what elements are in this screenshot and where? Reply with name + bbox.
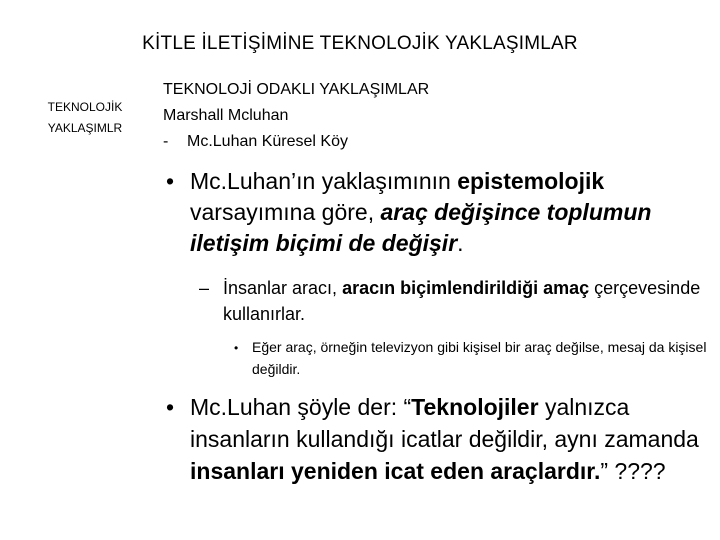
bullet-1-emphasis: araç değişince toplumun iletişim biçimi de değişir [190, 199, 652, 256]
side-label-line-1: TEKNOLOJİK [47, 100, 123, 114]
bullet-4-text-3: ” ???? [600, 458, 666, 484]
bullet-1-text-3: . [457, 230, 464, 256]
dash-marker: - [163, 133, 169, 150]
slide-title: KİTLE İLETİŞİMİNE TEKNOLOJİK YAKLAŞIMLAR [142, 33, 578, 54]
bullet-2-marker: – [199, 278, 210, 298]
bullet-3-text: Eğer araç, örneğin televizyon gibi kişisel bir araç değilse, mesaj da kişisel değildir. [252, 339, 707, 377]
section-header [163, 77, 429, 155]
bullet-4-bold-1: Teknolojiler [411, 394, 539, 420]
bullet-2-bold-1: aracın biçimlendirildiği amaç [342, 278, 590, 298]
author-name: Marshall Mcluhan [163, 107, 289, 124]
bullet-4-marker: • [166, 394, 175, 420]
bullet-1-marker: • [166, 168, 175, 194]
section-heading: TEKNOLOJİ ODAKLI YAKLAŞIMLAR [163, 81, 430, 98]
bullet-2-text-1: İnsanlar aracı, [223, 278, 343, 298]
bullet-3-marker: • [234, 341, 239, 355]
bullet-4-text-2: yalnızca insanların kullandığı icatlar değildir, aynı zamanda [190, 394, 699, 452]
subtopic-line [163, 129, 429, 155]
bullet-4-text-1: Mc.Luhan şöyle der: “ [190, 394, 412, 420]
bullet-1-bold-1: epistemolojik [457, 168, 605, 194]
bullet-2 [199, 275, 720, 327]
bullet-4 [166, 391, 720, 487]
bullet-1-text-1: Mc.Luhan’ın yaklaşımının [190, 168, 458, 194]
bullet-3 [234, 337, 720, 380]
bullet-1 [166, 166, 720, 259]
bullet-2-text-2: çerçevesinde kullanırlar. [223, 278, 701, 324]
side-label-line-2: YAKLAŞIMLR [47, 121, 123, 135]
bullet-4-bold-2: insanları yeniden icat eden araçlardır. [190, 458, 601, 484]
side-label [30, 97, 140, 139]
subtopic-text: Mc.Luhan Küresel Köy [187, 133, 348, 150]
bullet-1-text-2: varsayımına göre, [190, 199, 381, 225]
